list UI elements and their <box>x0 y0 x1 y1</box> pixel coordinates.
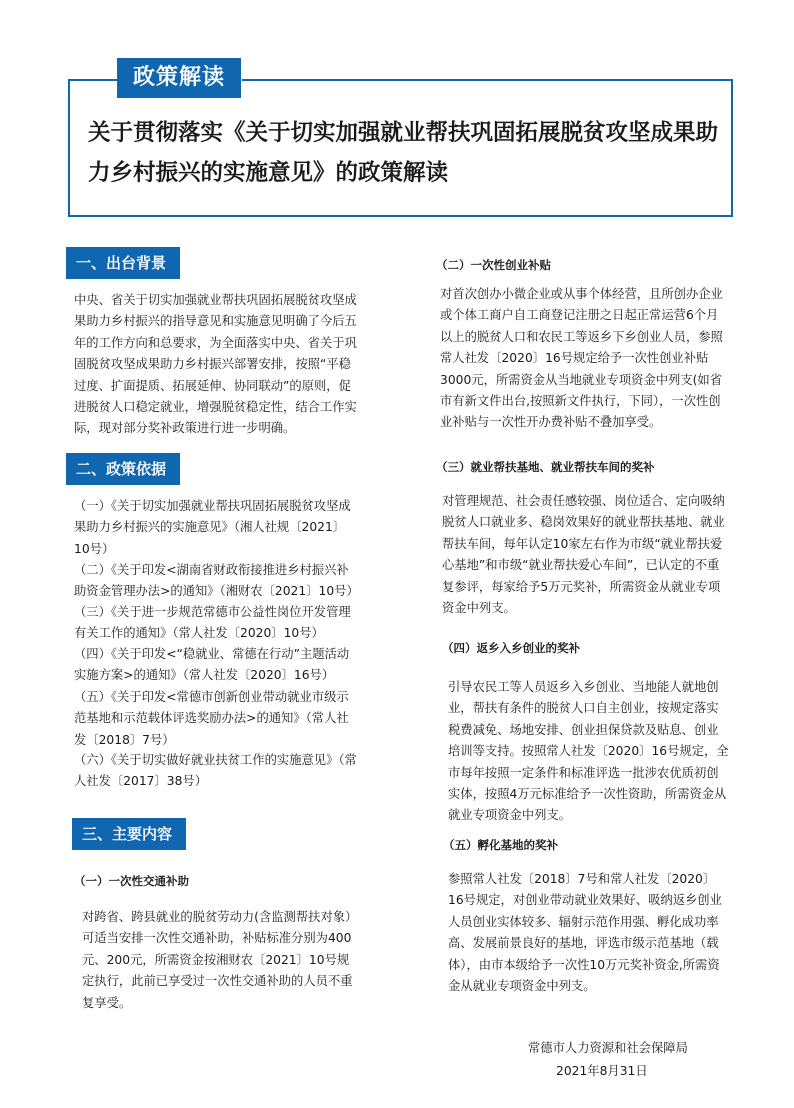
signature-date: 2021年8月31日 <box>556 1064 648 1078</box>
frame-top-left <box>68 79 118 81</box>
frame-top-right <box>242 79 733 81</box>
item-title-startup: （二）一次性创业补贴 <box>436 258 551 272</box>
reference-item: （五）《关于印发<常德市创新创业带动就业市级示范基地和示范载体评选奖励办法>的通知》（常人社发〔2018〕7号） <box>74 690 349 747</box>
section-heading-background: 一、出台背景 <box>66 247 180 279</box>
reference-item: （六）《关于切实做好就业扶贫工作的实施意见》（常人社发〔2017〕38号） <box>74 753 357 789</box>
item-title-incubator: （五）孵化基地的奖补 <box>443 838 558 852</box>
reference-item: （二）《关于印发<湖南省财政衔接推进乡村振兴补助资金管理办法>的通知》（湘财农〔2021〕10号） <box>74 563 359 599</box>
item-title-transport: （一）一次性交通补助 <box>74 874 189 888</box>
section-background-body: 中央、省关于切实加强就业帮扶巩固拓展脱贫攻坚成果助力乡村振兴的指导意见和实施意见明确了今后五年的工作方向和总要求，为全面落实中央、省关于巩固脱贫攻坚成果助力乡村振兴部署安排，按照“平稳过度、扩面提质、拓展延伸、协同联动”的原则，促进脱贫人口稳定就业，增强脱贫稳定性，结合工作实际，现对部分奖补政策进行进一步明确。 <box>74 293 357 436</box>
reference-item: （三）《关于进一步规范常德市公益性岗位开发管理有关工作的通知》（常人社发〔2020〕10号） <box>74 605 351 641</box>
section-heading-content: 三、主要内容 <box>72 818 186 850</box>
policy-tag: 政策解读 <box>117 58 241 98</box>
item-body-incubator: 参照常人社发〔2018〕7号和常人社发〔2020〕16号规定，对创业带动就业效果好、吸纳返乡创业人员创业实体较多、辐射示范作用强、孵化成功率高、发展前景良好的基地，评选市级示范基地（载体），由市本级给予一次性10万元奖补资金,所需资金从就业专项资金中列支。 <box>448 872 722 994</box>
reference-item: （一）《关于切实加强就业帮扶巩固拓展脱贫攻坚成果助力乡村振兴的实施意见》（湘人社规〔2021〕10号） <box>74 499 351 556</box>
reference-item: （四）《关于印发<“稳就业、常德在行动”主题活动实施方案>的通知》（常人社发〔2020〕16号） <box>74 647 350 683</box>
page-title: 关于贯彻落实《关于切实加强就业帮扶巩固拓展脱贫攻坚成果助力乡村振兴的实施意见》的政策解读 <box>88 120 719 186</box>
signature-org: 常德市人力资源和社会保障局 <box>528 1041 688 1055</box>
item-title-return: （四）返乡入乡创业的奖补 <box>442 641 580 655</box>
item-body-base: 对管理规范、社会责任感较强、岗位适合、定向吸纳脱贫人口就业多、稳岗效果好的就业帮扶基地、就业帮扶车间，每年认定10家左右作为市级“就业帮扶爱心基地”和市级“就业帮扶爱心车间”，已认定的不重复参评，每家给予5万元奖补，所需资金从就业专项资金中列支。 <box>442 494 725 616</box>
section-heading-basis: 二、政策依据 <box>66 453 180 485</box>
item-title-base: （三）就业帮扶基地、就业帮扶车间的奖补 <box>436 460 655 474</box>
item-body-startup: 对首次创办小微企业或从事个体经营，且所创办企业或个体工商户自工商登记注册之日起正常运营6个月以上的脱贫人口和农民工等返乡下乡创业人员，参照常人社发〔2020〕16号规定给予一次性创业补贴3000元，所需资金从当地就业专项资金中列支(如省市有新文件出台,按照新文件执行，下同），一次性创业补贴与一次性开办费补贴不叠加享受。 <box>440 287 723 430</box>
item-body-return: 引导农民工等人员返乡入乡创业、当地能人就地创业，帮扶有条件的脱贫人口自主创业，按规定落实税费减免、场地安排、创业担保贷款及贴息、创业培训等支持。按照常人社发〔2020〕16号规定，全市每年按照一定条件和标准评选一批涉农优质初创实体，按照4万元标准给予一次性资助，所需资金从就业专项资金中列支。 <box>448 680 729 823</box>
item-body-transport: 对跨省、跨县就业的脱贫劳动力(含监测帮扶对象）可适当安排一次性交通补助，补贴标准分别为400元、200元，所需资金按湘财农〔2021〕10号规定执行，此前已享受过一次性交通补助的人员不重复享受。 <box>82 910 353 1010</box>
